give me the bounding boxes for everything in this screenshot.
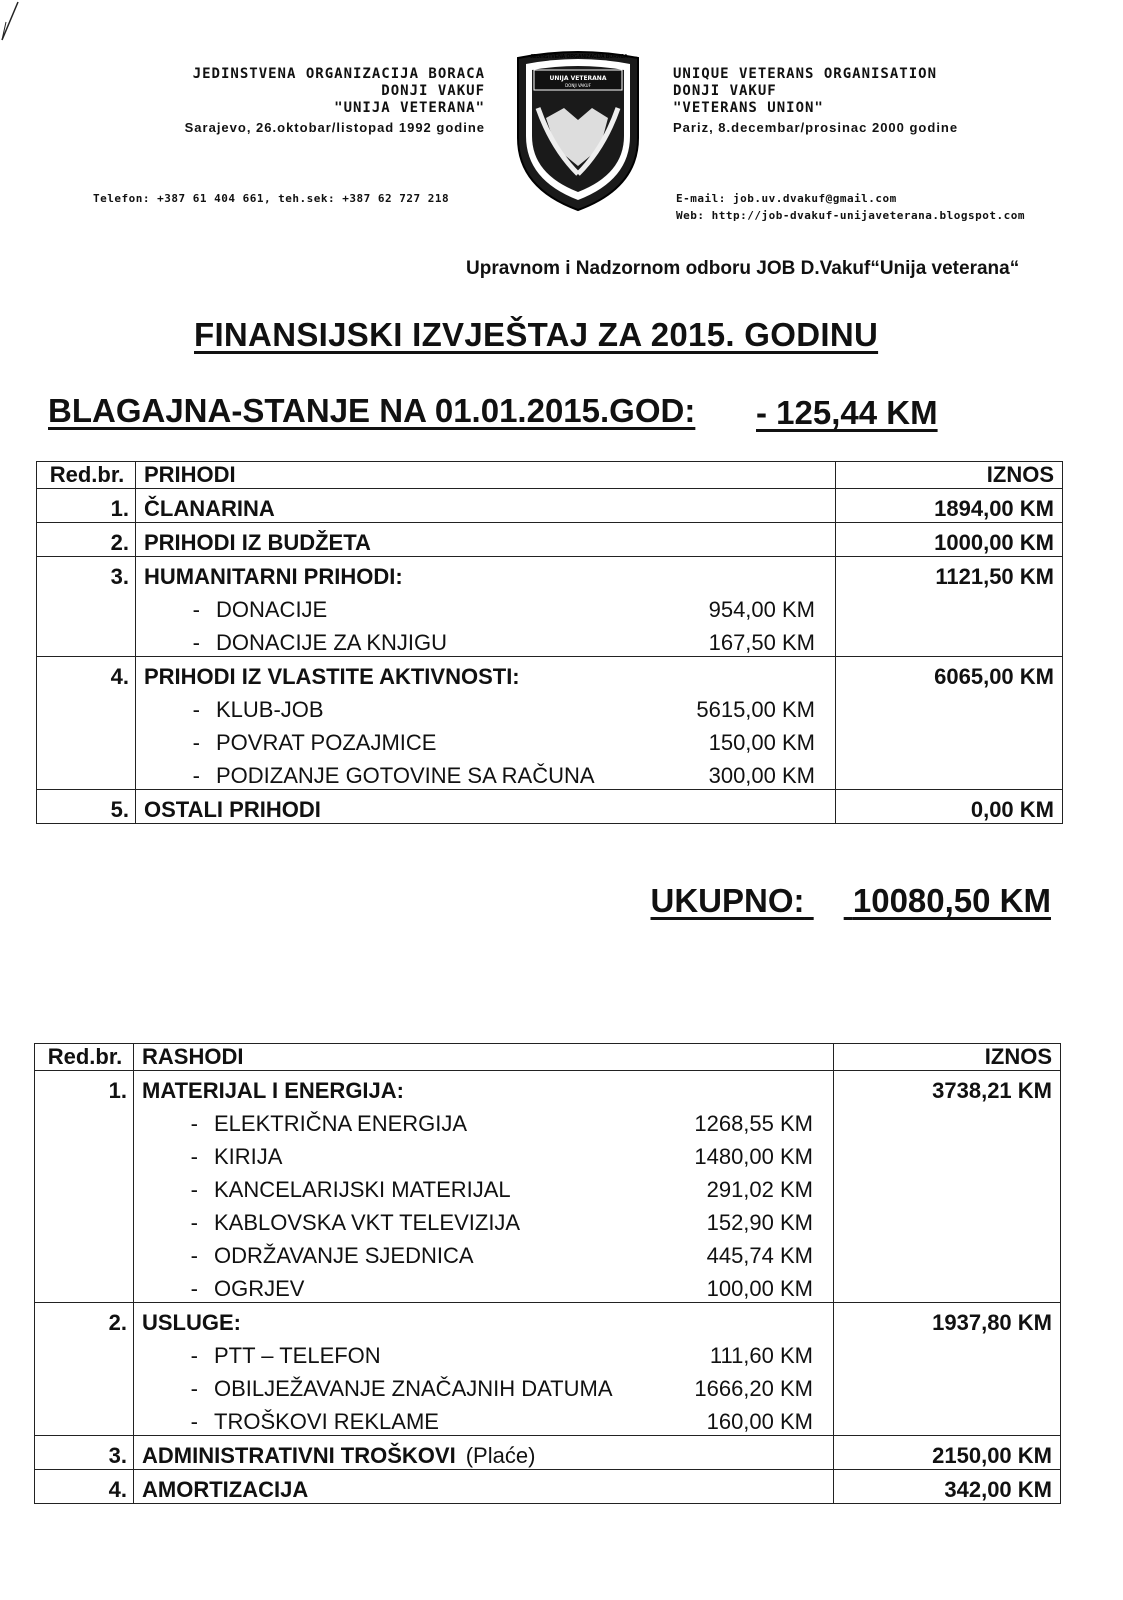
header-right: [673, 66, 1103, 136]
expense-sub-item: [142, 1336, 825, 1369]
income-sub-item: [144, 590, 827, 623]
expense-row-number: 4.: [108, 1477, 127, 1502]
income-header-row: [37, 462, 1063, 489]
expense-col-no: Red.br.: [35, 1044, 134, 1071]
income-sub-item-value: 300,00 KM: [708, 763, 815, 788]
income-sub-item: [144, 690, 827, 723]
expense-col-amount: IZNOS: [984, 1044, 1052, 1069]
org-founded-local: Sarajevo, 26.oktobar/listopad 1992 godine: [184, 120, 485, 135]
logo-arc-text: JEDINSTVENA ORGANIZACIJA BORACA: [530, 54, 628, 60]
expense-sub-item-label: PTT – TELEFON: [214, 1343, 381, 1368]
income-row: [37, 790, 1063, 824]
income-col-desc: PRIHODI: [136, 462, 836, 489]
income-sub-item-dash: -: [192, 697, 200, 722]
income-row-amount: 1121,50 KM: [935, 564, 1054, 589]
income-row-number: 5.: [110, 797, 129, 822]
income-row-amount: 0,00 KM: [970, 797, 1054, 822]
cash-balance-value: - 125,44 KM: [756, 394, 938, 431]
income-row: [37, 657, 1063, 790]
header-left: [65, 66, 485, 136]
header-web: Web: http://job-dvakuf-unijaveterana.blogspot.com: [676, 209, 1026, 222]
expense-header-row: [35, 1044, 1061, 1071]
expense-sub-item-value: 100,00 KM: [706, 1276, 813, 1301]
logo-band-text: UNIJA VETERANA: [549, 75, 607, 82]
income-sub-item-label: KLUB-JOB: [216, 697, 324, 722]
expense-sub-item: [142, 1104, 825, 1137]
expense-sub-item-dash: -: [190, 1409, 198, 1434]
expense-row-number: 3.: [108, 1443, 127, 1468]
expense-row-amount: 3738,21 KM: [932, 1078, 1052, 1103]
income-row-amount: 1894,00 KM: [934, 496, 1054, 521]
expense-sub-item: [142, 1402, 825, 1435]
expense-row-amount: 1937,80 KM: [932, 1310, 1052, 1335]
expense-row: [35, 1436, 1061, 1470]
income-row-number: 2.: [110, 530, 129, 555]
expense-row-note: (Plaće): [465, 1443, 536, 1468]
expense-row-number: 1.: [108, 1078, 127, 1103]
income-total-value: 10080,50 KM: [852, 882, 1051, 919]
expense-sub-item-value: 291,02 KM: [706, 1177, 813, 1202]
expense-sub-item: [142, 1269, 825, 1302]
expense-sub-item-dash: -: [190, 1177, 198, 1202]
expense-row: [35, 1071, 1061, 1303]
expense-row-amount: 342,00 KM: [944, 1477, 1052, 1502]
income-sub-item-value: 150,00 KM: [708, 730, 815, 755]
expense-sub-item: [142, 1236, 825, 1269]
expense-sub-item-dash: -: [190, 1210, 198, 1235]
income-row-number: 1.: [110, 496, 129, 521]
recipient-line: Upravnom i Nadzornom odboru JOB D.Vakuf“Unija veterana“: [466, 258, 1020, 279]
income-sub-item-value: 167,50 KM: [708, 630, 815, 655]
expense-row-label: MATERIJAL I ENERGIJA:: [142, 1078, 404, 1103]
income-row-amount: 1000,00 KM: [934, 530, 1054, 555]
expense-sub-item-label: KABLOVSKA VKT TELEVIZIJA: [214, 1210, 521, 1235]
org-name-intl: UNIQUE VETERANS ORGANISATION: [673, 66, 938, 82]
cash-balance-label: BLAGAJNA-STANJE NA 01.01.2015.GOD:: [48, 392, 696, 429]
income-col-amount: IZNOS: [986, 462, 1054, 487]
expense-sub-item-value: 1480,00 KM: [694, 1144, 813, 1169]
expense-row: [35, 1303, 1061, 1436]
expense-sub-item-dash: -: [190, 1144, 198, 1169]
income-sub-item-value: 5615,00 KM: [696, 697, 815, 722]
expense-sub-item-value: 160,00 KM: [706, 1409, 813, 1434]
org-city-intl: DONJI VAKUF: [673, 83, 777, 99]
expense-row-label: USLUGE:: [142, 1310, 241, 1335]
org-city-local: DONJI VAKUF: [381, 83, 485, 99]
expense-row: [35, 1470, 1061, 1504]
income-sub-item: [144, 723, 827, 756]
income-row-label: PRIHODI IZ BUDŽETA: [144, 530, 371, 555]
expense-sub-item-dash: -: [190, 1343, 198, 1368]
income-row-label: PRIHODI IZ VLASTITE AKTIVNOSTI:: [144, 664, 520, 689]
logo-sub-text: DONJI VAKUF: [565, 83, 591, 88]
income-row-amount: 6065,00 KM: [934, 664, 1054, 689]
expense-sub-item: [142, 1369, 825, 1402]
corner-pen-mark: [0, 0, 30, 50]
org-founded-intl: Pariz, 8.decembar/prosinac 2000 godine: [673, 120, 959, 135]
expense-row-label: ADMINISTRATIVNI TROŠKOVI: [142, 1443, 456, 1468]
income-sub-item-dash: -: [192, 730, 200, 755]
expense-table: [34, 1043, 1061, 1504]
income-sub-item-dash: -: [192, 763, 200, 788]
income-sub-item-value: 954,00 KM: [708, 597, 815, 622]
expense-sub-item: [142, 1170, 825, 1203]
expense-sub-item-value: 1666,20 KM: [694, 1376, 813, 1401]
header-contact: [676, 190, 1025, 224]
income-sub-item-label: DONACIJE: [216, 597, 328, 622]
expense-sub-item-label: OGRJEV: [214, 1276, 305, 1301]
income-row-number: 3.: [110, 564, 129, 589]
org-name-local: JEDINSTVENA ORGANIZACIJA BORACA: [192, 66, 485, 82]
expense-row-label: AMORTIZACIJA: [142, 1477, 309, 1502]
income-row-number: 4.: [110, 664, 129, 689]
expense-sub-item-dash: -: [190, 1111, 198, 1136]
org-union-local: "UNIJA VETERANA": [334, 100, 485, 116]
expense-col-desc: RASHODI: [134, 1044, 834, 1071]
expense-sub-item-label: ELEKTRIČNA ENERGIJA: [214, 1111, 468, 1136]
header-email: E-mail: job.uv.dvakuf@gmail.com: [676, 192, 897, 205]
expense-sub-item-value: 1268,55 KM: [694, 1111, 813, 1136]
income-row-label: ČLANARINA: [144, 496, 275, 521]
income-row-label: OSTALI PRIHODI: [144, 797, 321, 822]
expense-sub-item-label: OBILJEŽAVANJE ZNAČAJNIH DATUMA: [214, 1376, 613, 1401]
expense-sub-item-dash: -: [190, 1376, 198, 1401]
expense-sub-item-label: TROŠKOVI REKLAME: [214, 1409, 439, 1434]
expense-sub-item-value: 111,60 KM: [709, 1343, 813, 1368]
income-sub-item-label: PODIZANJE GOTOVINE SA RAČUNA: [216, 763, 595, 788]
income-sub-item-label: POVRAT POZAJMICE: [216, 730, 437, 755]
expense-sub-item: [142, 1203, 825, 1236]
expense-row-amount: 2150,00 KM: [932, 1443, 1052, 1468]
header-phone: Telefon: +387 61 404 661, teh.sek: +387 62 727 218: [93, 192, 450, 205]
expense-sub-item-dash: -: [190, 1243, 198, 1268]
income-sub-item-label: DONACIJE ZA KNJIGU: [216, 630, 448, 655]
income-row: [37, 489, 1063, 523]
income-row-label: HUMANITARNI PRIHODI:: [144, 564, 403, 589]
income-total: [651, 882, 1051, 920]
expense-sub-item-label: KIRIJA: [214, 1144, 283, 1169]
veterans-logo: [508, 48, 648, 213]
income-sub-item-dash: -: [192, 597, 200, 622]
income-table: [36, 461, 1063, 824]
income-sub-item: [144, 756, 827, 789]
income-col-no: Red.br.: [37, 462, 136, 489]
income-sub-item: [144, 623, 827, 656]
expense-row-number: 2.: [108, 1310, 127, 1335]
expense-sub-item-label: KANCELARIJSKI MATERIJAL: [214, 1177, 511, 1202]
org-union-intl: "VETERANS UNION": [673, 100, 824, 116]
income-row: [37, 523, 1063, 557]
income-sub-item-dash: -: [192, 630, 200, 655]
expense-sub-item-label: ODRŽAVANJE SJEDNICA: [214, 1243, 474, 1268]
expense-sub-item-value: 445,74 KM: [706, 1243, 813, 1268]
expense-sub-item-dash: -: [190, 1276, 198, 1301]
expense-sub-item: [142, 1137, 825, 1170]
expense-sub-item-value: 152,90 KM: [706, 1210, 813, 1235]
income-total-label: UKUPNO:: [650, 882, 805, 919]
income-row: [37, 557, 1063, 657]
report-title: FINANSIJSKI IZVJEŠTAJ ZA 2015. GODINU: [194, 316, 879, 353]
